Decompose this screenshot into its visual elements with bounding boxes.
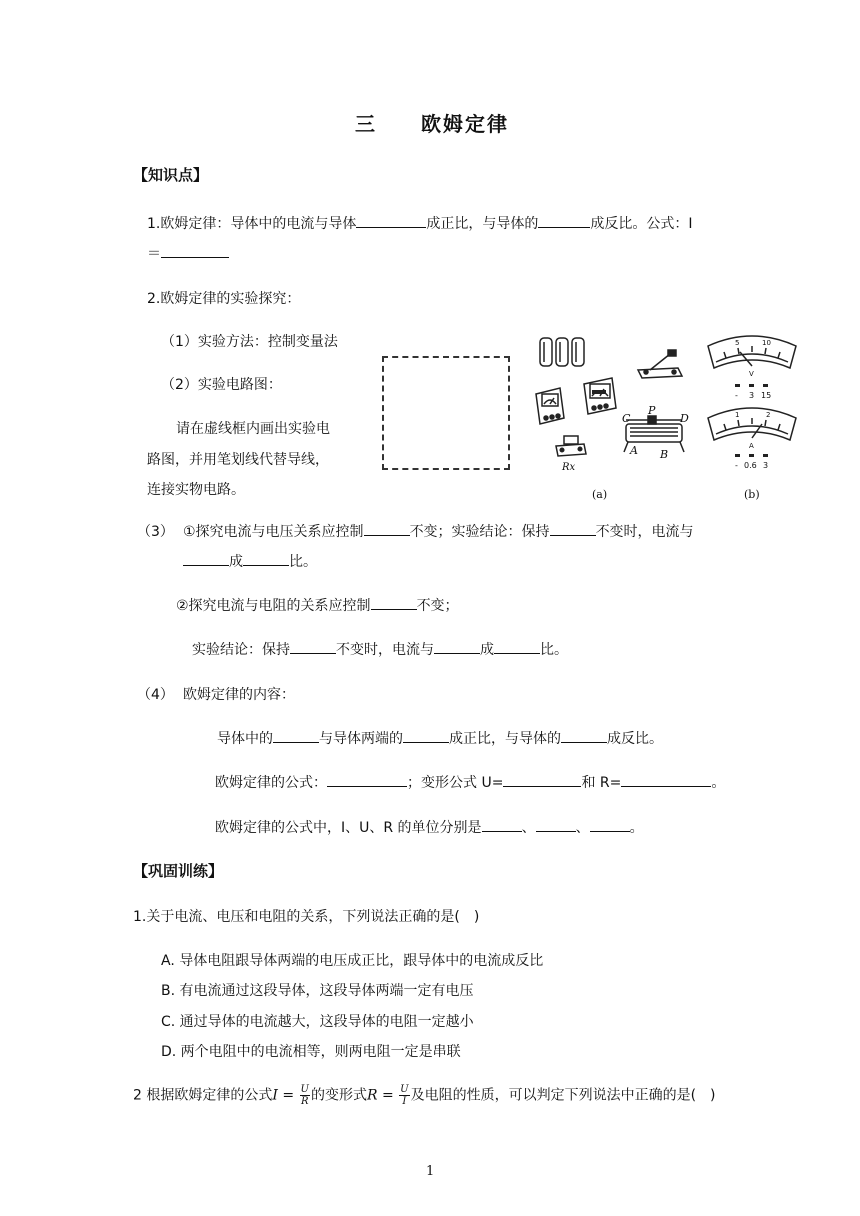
meter-icon	[536, 388, 564, 424]
answer-blank[interactable]	[183, 552, 229, 566]
answer-blank[interactable]	[290, 640, 336, 654]
answer-blank[interactable]	[536, 818, 576, 832]
answer-blank[interactable]	[161, 244, 229, 258]
knowledge-item-4-num: （4）	[137, 687, 174, 703]
figure-label-a: (a)	[592, 488, 608, 501]
answer-blank[interactable]	[356, 214, 426, 228]
answer-blank[interactable]	[243, 552, 289, 566]
fraction-u-over-r: $\frac{U}{R}$	[300, 1084, 309, 1107]
svg-text:2: 2	[766, 411, 771, 419]
svg-text:A: A	[749, 442, 754, 450]
knowledge-item-2-2: （2）实验电路图：	[161, 377, 282, 393]
instruction-line-3: 连接实物电路。	[147, 482, 245, 498]
knowledge-item-4-label: 欧姆定律的内容：	[183, 687, 295, 703]
knowledge-item-1-line2: ＝	[147, 243, 229, 263]
svg-text:10: 10	[762, 339, 771, 347]
question-1-option-a[interactable]: A. 导体电阻跟导体两端的电压成正比，跟导体中的电流成反比	[161, 953, 544, 969]
switch-icon	[638, 350, 682, 378]
section-heading-knowledge: 【知识点】	[133, 166, 209, 184]
question-1-stem: 1.关于电流、电压和电阻的关系，下列说法正确的是( )	[133, 909, 480, 925]
svg-text:15: 15	[761, 391, 772, 400]
question-2-stem: 2 根据欧姆定律的公式I = $\frac{U}{R}$ 的变形式R = $\frac{U}{I}$ 及电阻的性质，可以判定下列说法中正确的是( )	[133, 1084, 716, 1107]
question-1-option-c[interactable]: C. 通过导体的电流越大，这段导体的电阻一定越小	[161, 1014, 474, 1030]
answer-blank[interactable]	[561, 729, 607, 743]
svg-text:P: P	[648, 404, 656, 417]
svg-text:D: D	[680, 412, 689, 425]
knowledge-item-3-c: 实验结论：保持 不变时，电流与 成 比。	[192, 642, 568, 658]
svg-text:-: -	[735, 461, 738, 470]
resistor-icon	[556, 436, 586, 456]
answer-blank[interactable]	[327, 773, 407, 787]
instruction-line-1: 请在虚线框内画出实验电	[176, 421, 330, 437]
answer-blank[interactable]	[621, 773, 711, 787]
answer-blank[interactable]	[494, 640, 540, 654]
ohm-law-units: 欧姆定律的公式中，I、U、R 的单位分别是 、 、 。	[215, 820, 644, 836]
answer-blank[interactable]	[503, 773, 581, 787]
knowledge-item-1: 1.欧姆定律：导体中的电流与导体 成正比，与导体的 成反比。公式：I	[147, 216, 693, 232]
svg-text:V: V	[749, 370, 754, 378]
svg-text:5: 5	[735, 339, 740, 347]
knowledge-item-3-a-line2: 成 比。	[183, 551, 317, 571]
answer-blank[interactable]	[273, 729, 319, 743]
answer-blank[interactable]	[434, 640, 480, 654]
knowledge-item-2: 2.欧姆定律的实验探究：	[147, 291, 301, 307]
svg-text:3: 3	[749, 391, 755, 400]
answer-blank[interactable]	[590, 818, 630, 832]
voltmeter-dial	[708, 336, 796, 368]
meter-icon	[584, 378, 616, 414]
svg-text:A: A	[630, 444, 638, 457]
ammeter-dial	[708, 408, 796, 440]
section-heading-practice: 【巩固训练】	[133, 862, 224, 880]
page-number: 1	[426, 1164, 435, 1179]
svg-text:3: 3	[763, 461, 769, 470]
battery-icon	[540, 338, 584, 366]
answer-blank[interactable]	[371, 596, 417, 610]
apparatus-figure	[530, 328, 800, 506]
figure-label-b: (b)	[744, 488, 760, 501]
fraction-u-over-i: $\frac{U}{I}$	[400, 1084, 409, 1107]
svg-text:1: 1	[735, 411, 740, 419]
knowledge-item-3-b: ②探究电流与电阻的关系应控制 不变；	[176, 598, 459, 614]
knowledge-item-3-a: ①探究电流与电压关系应控制 不变；实验结论：保持 不变时，电流与	[183, 524, 694, 540]
resistor-label: Rx	[562, 462, 576, 473]
ohm-law-content: 导体中的 与导体两端的 成正比，与导体的 成反比。	[217, 731, 663, 747]
answer-blank[interactable]	[538, 214, 590, 228]
instruction-line-2: 路图，并用笔划线代替导线，	[147, 452, 329, 468]
svg-text:-: -	[735, 391, 738, 400]
question-1-option-d[interactable]: D. 两个电阻中的电流相等，则两电阻一定是串联	[161, 1044, 461, 1060]
answer-blank[interactable]	[364, 522, 410, 536]
page-title: 三 欧姆定律	[355, 112, 509, 136]
question-1-option-b[interactable]: B. 有电流通过这段导体，这段导体两端一定有电压	[161, 983, 474, 999]
circuit-drawing-box[interactable]	[382, 356, 510, 470]
answer-blank[interactable]	[403, 729, 449, 743]
ohm-law-formula: 欧姆定律的公式： ；变形公式 U= 和 R= 。	[215, 775, 726, 791]
svg-text:B: B	[660, 448, 669, 461]
svg-text:0.6: 0.6	[744, 461, 757, 470]
knowledge-item-3-num: （3）	[137, 524, 174, 540]
answer-blank[interactable]	[482, 818, 522, 832]
svg-text:C: C	[622, 412, 631, 425]
knowledge-item-2-1: （1）实验方法：控制变量法	[161, 334, 338, 350]
answer-blank[interactable]	[550, 522, 596, 536]
